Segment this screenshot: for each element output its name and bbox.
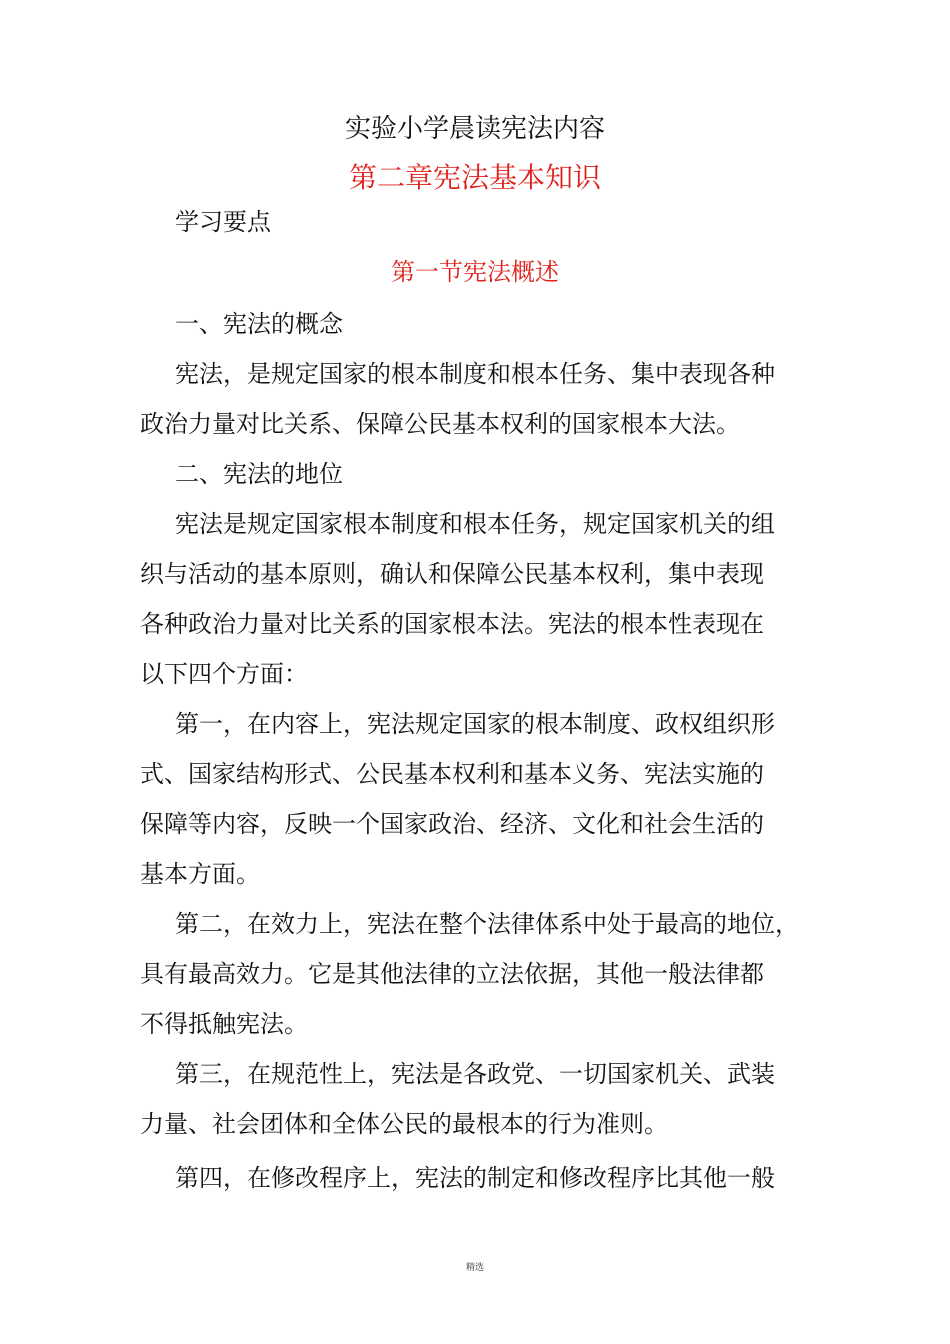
paragraph-status-line: 以下四个方面： [140,660,308,688]
chapter-heading: 第二章宪法基本知识 [348,161,601,194]
paragraph-concept-line: 宪法，是规定国家的根本制度和根本任务、集中表现各种 [175,360,775,388]
page-footer: 精选 [465,1263,484,1273]
paragraph-fourth-line: 第四，在修改程序上，宪法的制定和修改程序比其他一般 [175,1164,775,1192]
paragraph-second-line: 不得抵触宪法。 [140,1010,308,1038]
paragraph-third-line: 第三，在规范性上，宪法是各政党、一切国家机关、武装 [175,1060,775,1088]
heading-concept: 一、宪法的概念 [175,310,343,338]
heading-status: 二、宪法的地位 [175,460,343,488]
paragraph-first-line: 保障等内容，反映一个国家政治、经济、文化和社会生活的 [140,810,764,838]
document-title: 实验小学晨读宪法内容 [344,114,605,144]
paragraph-status-line: 织与活动的基本原则，确认和保障公民基本权利，集中表现 [140,560,764,588]
paragraph-third-line: 力量、社会团体和全体公民的最根本的行为准则。 [140,1110,668,1138]
section-heading: 第一节宪法概述 [391,258,559,286]
paragraph-second-line: 具有最高效力。它是其他法律的立法依据，其他一般法律都 [140,960,764,988]
paragraph-second-line: 第二，在效力上，宪法在整个法律体系中处于最高的地位， [175,910,799,938]
paragraph-concept-line: 政治力量对比关系、保障公民基本权利的国家根本大法。 [140,410,740,438]
paragraph-first-line: 式、国家结构形式、公民基本权利和基本义务、宪法实施的 [140,760,764,788]
study-points-label: 学习要点 [175,208,271,236]
paragraph-status-line: 各种政治力量对比关系的国家根本法。宪法的根本性表现在 [140,610,764,638]
paragraph-first-line: 第一，在内容上，宪法规定国家的根本制度、政权组织形 [175,710,775,738]
paragraph-first-line: 基本方面。 [140,860,260,888]
paragraph-status-line: 宪法是规定国家根本制度和根本任务，规定国家机关的组 [175,510,775,538]
